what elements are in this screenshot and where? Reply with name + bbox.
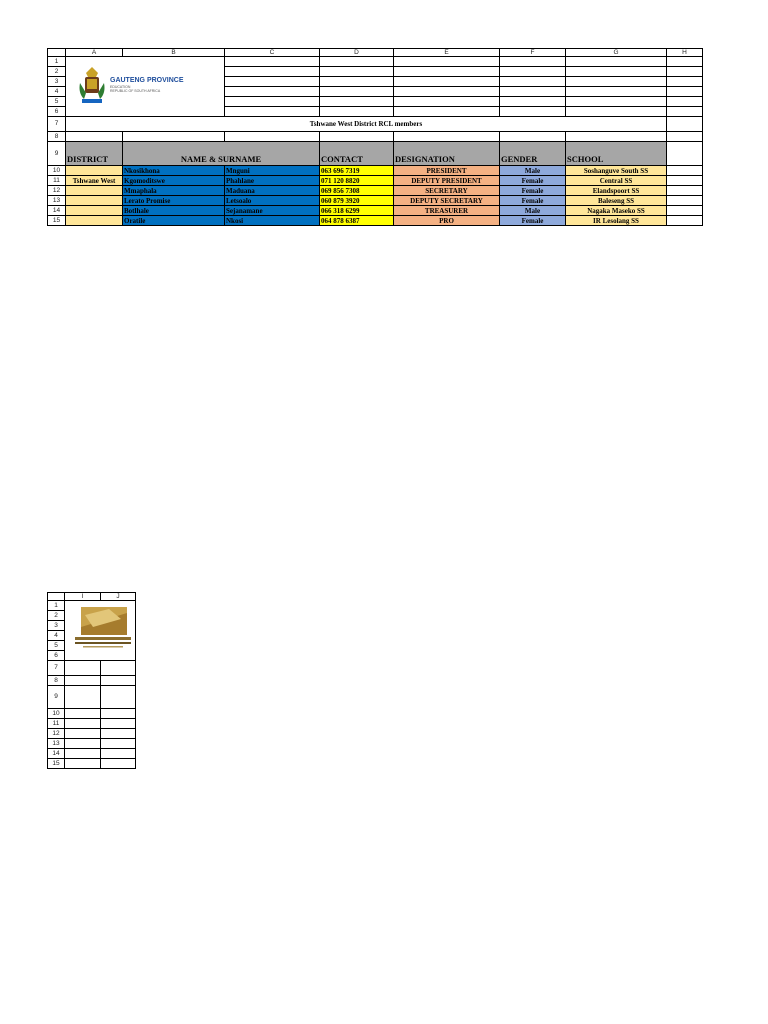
column-header-e[interactable]: E	[394, 49, 500, 57]
cell[interactable]	[65, 759, 101, 769]
cell[interactable]	[320, 67, 394, 77]
row-number[interactable]: 12	[48, 729, 65, 739]
table-row	[48, 186, 703, 196]
contact-cell[interactable]: 066 318 6299	[320, 206, 394, 216]
cell[interactable]	[394, 87, 500, 97]
cell[interactable]	[225, 67, 320, 77]
cell[interactable]	[667, 166, 703, 176]
cell[interactable]	[394, 57, 500, 67]
sheet-row	[48, 132, 703, 142]
row-number[interactable]: 3	[48, 77, 66, 87]
header-designation[interactable]: DESIGNATION	[394, 142, 500, 166]
surname-cell[interactable]: Letsoalo	[225, 196, 320, 206]
table-row	[48, 206, 703, 216]
cell[interactable]	[225, 57, 320, 67]
cell[interactable]	[65, 686, 101, 709]
gauteng-logo	[76, 63, 184, 107]
logo-sub2: REPUBLIC OF SOUTH AFRICA	[110, 89, 161, 93]
coat-of-arms-icon	[76, 63, 108, 107]
column-header-a[interactable]: A	[66, 49, 123, 57]
cell[interactable]	[667, 57, 703, 67]
table-row	[48, 216, 703, 226]
cell[interactable]	[500, 67, 566, 77]
row-number[interactable]: 1	[48, 601, 65, 611]
sheet-row	[48, 719, 136, 729]
header-name[interactable]: NAME & SURNAME	[123, 142, 320, 166]
cell[interactable]	[101, 709, 136, 719]
row-number[interactable]: 9	[48, 686, 65, 709]
table-row	[48, 176, 703, 186]
row-number[interactable]: 8	[48, 132, 66, 142]
school-cell[interactable]: IR Lesolang SS	[566, 216, 667, 226]
cell[interactable]	[101, 676, 136, 686]
cell[interactable]	[65, 661, 101, 676]
cell[interactable]	[320, 132, 394, 142]
spreadsheet-main	[47, 48, 703, 226]
first-name-cell[interactable]: Oratile	[123, 216, 225, 226]
cell[interactable]	[65, 739, 101, 749]
sheet-row	[48, 749, 136, 759]
row-number[interactable]: 5	[48, 97, 66, 107]
contact-cell[interactable]: 060 879 3920	[320, 196, 394, 206]
cell[interactable]	[566, 87, 667, 97]
row-number[interactable]: 7	[48, 661, 65, 676]
designation-cell[interactable]: PRO	[394, 216, 500, 226]
cell[interactable]	[225, 87, 320, 97]
spreadsheet-continuation	[47, 592, 136, 769]
cell[interactable]	[320, 57, 394, 67]
cell[interactable]	[667, 196, 703, 206]
column-header-row	[48, 49, 703, 57]
cell[interactable]	[123, 132, 225, 142]
cell[interactable]	[101, 661, 136, 676]
cell[interactable]	[566, 77, 667, 87]
row-number[interactable]: 15	[48, 759, 65, 769]
contact-cell[interactable]: 064 878 6387	[320, 216, 394, 226]
school-cell[interactable]: Nagaka Maseko SS	[566, 206, 667, 216]
cell[interactable]	[394, 97, 500, 107]
column-header-c[interactable]: C	[225, 49, 320, 57]
cell[interactable]	[320, 77, 394, 87]
cell[interactable]	[65, 709, 101, 719]
row-number[interactable]: 15	[48, 216, 66, 226]
first-name-cell[interactable]: Kgomoditswe	[123, 176, 225, 186]
sheet-row	[48, 676, 136, 686]
sheet-row	[48, 729, 136, 739]
cell[interactable]	[667, 206, 703, 216]
cell[interactable]	[394, 132, 500, 142]
first-name-cell[interactable]: Mmaphala	[123, 186, 225, 196]
cell[interactable]	[566, 97, 667, 107]
gauteng-logo-cell	[66, 57, 225, 117]
school-logo	[69, 605, 133, 655]
cell[interactable]	[667, 216, 703, 226]
cell[interactable]	[101, 749, 136, 759]
cell[interactable]	[667, 186, 703, 196]
cell[interactable]	[101, 719, 136, 729]
cell[interactable]	[394, 67, 500, 77]
school-logo-icon	[69, 605, 133, 655]
row-number[interactable]: 8	[48, 676, 65, 686]
header-row	[48, 142, 703, 166]
column-header-g[interactable]: G	[566, 49, 667, 57]
designation-cell[interactable]: DEPUTY SECRETARY	[394, 196, 500, 206]
row-number[interactable]: 13	[48, 739, 65, 749]
first-name-cell[interactable]: Lerato Promise	[123, 196, 225, 206]
district-cell[interactable]	[66, 216, 123, 226]
cell[interactable]	[500, 57, 566, 67]
table-row	[48, 196, 703, 206]
row-number[interactable]: 10	[48, 709, 65, 719]
row-number[interactable]: 1	[48, 57, 66, 67]
header-school[interactable]: SCHOOL	[566, 142, 667, 166]
sheet-row	[48, 117, 703, 132]
district-cell[interactable]: Tshwane West	[66, 176, 123, 186]
column-header-i[interactable]: I	[65, 593, 101, 601]
gender-cell[interactable]: Female	[500, 216, 566, 226]
cell[interactable]	[320, 107, 394, 117]
cell[interactable]	[225, 77, 320, 87]
row-number[interactable]: 11	[48, 719, 65, 729]
cell[interactable]	[566, 57, 667, 67]
row-number[interactable]: 6	[48, 651, 65, 661]
district-cell[interactable]	[66, 196, 123, 206]
cell[interactable]	[65, 749, 101, 759]
school-cell[interactable]: Central SS	[566, 176, 667, 186]
contact-cell[interactable]: 071 120 8820	[320, 176, 394, 186]
column-header-h[interactable]: H	[667, 49, 703, 57]
gender-cell[interactable]: Male	[500, 206, 566, 216]
row-number[interactable]: 5	[48, 641, 65, 651]
cell[interactable]	[500, 87, 566, 97]
cell[interactable]	[667, 117, 703, 132]
row-number[interactable]: 11	[48, 176, 66, 186]
surname-cell[interactable]: Mnguni	[225, 166, 320, 176]
row-number[interactable]: 10	[48, 166, 66, 176]
column-header-j[interactable]: J	[101, 593, 136, 601]
cell[interactable]	[500, 132, 566, 142]
cell[interactable]	[667, 142, 703, 166]
cell[interactable]	[225, 132, 320, 142]
school-cell[interactable]: Soshanguve South SS	[566, 166, 667, 176]
cell[interactable]	[394, 77, 500, 87]
cell[interactable]	[667, 97, 703, 107]
cell[interactable]	[667, 87, 703, 97]
gender-cell[interactable]: Male	[500, 166, 566, 176]
cell[interactable]	[500, 107, 566, 117]
school-logo-cell	[65, 601, 136, 661]
cell[interactable]	[667, 107, 703, 117]
contact-cell[interactable]: 069 856 7308	[320, 186, 394, 196]
cell[interactable]	[101, 686, 136, 709]
row-number[interactable]: 4	[48, 87, 66, 97]
gender-cell[interactable]: Female	[500, 176, 566, 186]
header-contact[interactable]: CONTACT	[320, 142, 394, 166]
corner-cell[interactable]	[48, 49, 66, 57]
gender-cell[interactable]: Female	[500, 186, 566, 196]
logo-name: GAUTENG PROVINCE	[110, 77, 184, 84]
sheet-row	[48, 601, 136, 611]
sheet-title[interactable]: Tshwane West District RCL members	[66, 117, 667, 132]
surname-cell[interactable]: Nkosi	[225, 216, 320, 226]
cell[interactable]	[65, 729, 101, 739]
cell[interactable]	[667, 67, 703, 77]
corner-cell[interactable]	[48, 593, 65, 601]
district-cell[interactable]	[66, 206, 123, 216]
header-district[interactable]: DISTRICT	[66, 142, 123, 166]
row-number[interactable]: 7	[48, 117, 66, 132]
surname-cell[interactable]: Sejanamane	[225, 206, 320, 216]
cell[interactable]	[101, 739, 136, 749]
row-number[interactable]: 14	[48, 749, 65, 759]
cell[interactable]	[394, 107, 500, 117]
cell[interactable]	[65, 719, 101, 729]
cell[interactable]	[66, 132, 123, 142]
cell[interactable]	[566, 107, 667, 117]
cell[interactable]	[65, 676, 101, 686]
header-gender[interactable]: GENDER	[500, 142, 566, 166]
district-cell[interactable]	[66, 166, 123, 176]
sheet-row	[48, 759, 136, 769]
row-number[interactable]: 2	[48, 67, 66, 77]
gender-cell[interactable]: Female	[500, 196, 566, 206]
contact-cell[interactable]: 063 696 7319	[320, 166, 394, 176]
sheet-row	[48, 709, 136, 719]
designation-cell[interactable]: TREASURER	[394, 206, 500, 216]
cell[interactable]	[566, 132, 667, 142]
designation-cell[interactable]: PRESIDENT	[394, 166, 500, 176]
cell[interactable]	[500, 77, 566, 87]
designation-cell[interactable]: DEPUTY PRESIDENT	[394, 176, 500, 186]
row-number[interactable]: 12	[48, 186, 66, 196]
designation-cell[interactable]: SECRETARY	[394, 186, 500, 196]
cell[interactable]	[566, 67, 667, 77]
sheet-row	[48, 57, 703, 67]
sheet-row	[48, 686, 136, 709]
row-number[interactable]: 2	[48, 611, 65, 621]
school-cell[interactable]: Baleseng SS	[566, 196, 667, 206]
surname-cell[interactable]: Maduana	[225, 186, 320, 196]
cell[interactable]	[225, 97, 320, 107]
cell[interactable]	[320, 97, 394, 107]
surname-cell[interactable]: Phahlane	[225, 176, 320, 186]
cell[interactable]	[500, 97, 566, 107]
table-row	[48, 166, 703, 176]
column-header-row	[48, 593, 136, 601]
cell[interactable]	[667, 176, 703, 186]
row-number[interactable]: 9	[48, 142, 66, 166]
column-header-b[interactable]: B	[123, 49, 225, 57]
row-number[interactable]: 3	[48, 621, 65, 631]
first-name-cell[interactable]: Nkosikhona	[123, 166, 225, 176]
row-number[interactable]: 4	[48, 631, 65, 641]
column-header-f[interactable]: F	[500, 49, 566, 57]
district-cell[interactable]	[66, 186, 123, 196]
cell[interactable]	[667, 77, 703, 87]
cell[interactable]	[225, 107, 320, 117]
school-cell[interactable]: Elandspoort SS	[566, 186, 667, 196]
row-number[interactable]: 14	[48, 206, 66, 216]
cell[interactable]	[101, 759, 136, 769]
first-name-cell[interactable]: Botlhale	[123, 206, 225, 216]
sheet-row	[48, 739, 136, 749]
logo-sub1: EDUCATION	[110, 85, 131, 89]
row-number[interactable]: 13	[48, 196, 66, 206]
sheet-row	[48, 661, 136, 676]
column-header-d[interactable]: D	[320, 49, 394, 57]
cell[interactable]	[101, 729, 136, 739]
cell[interactable]	[320, 87, 394, 97]
row-number[interactable]: 6	[48, 107, 66, 117]
cell[interactable]	[667, 132, 703, 142]
